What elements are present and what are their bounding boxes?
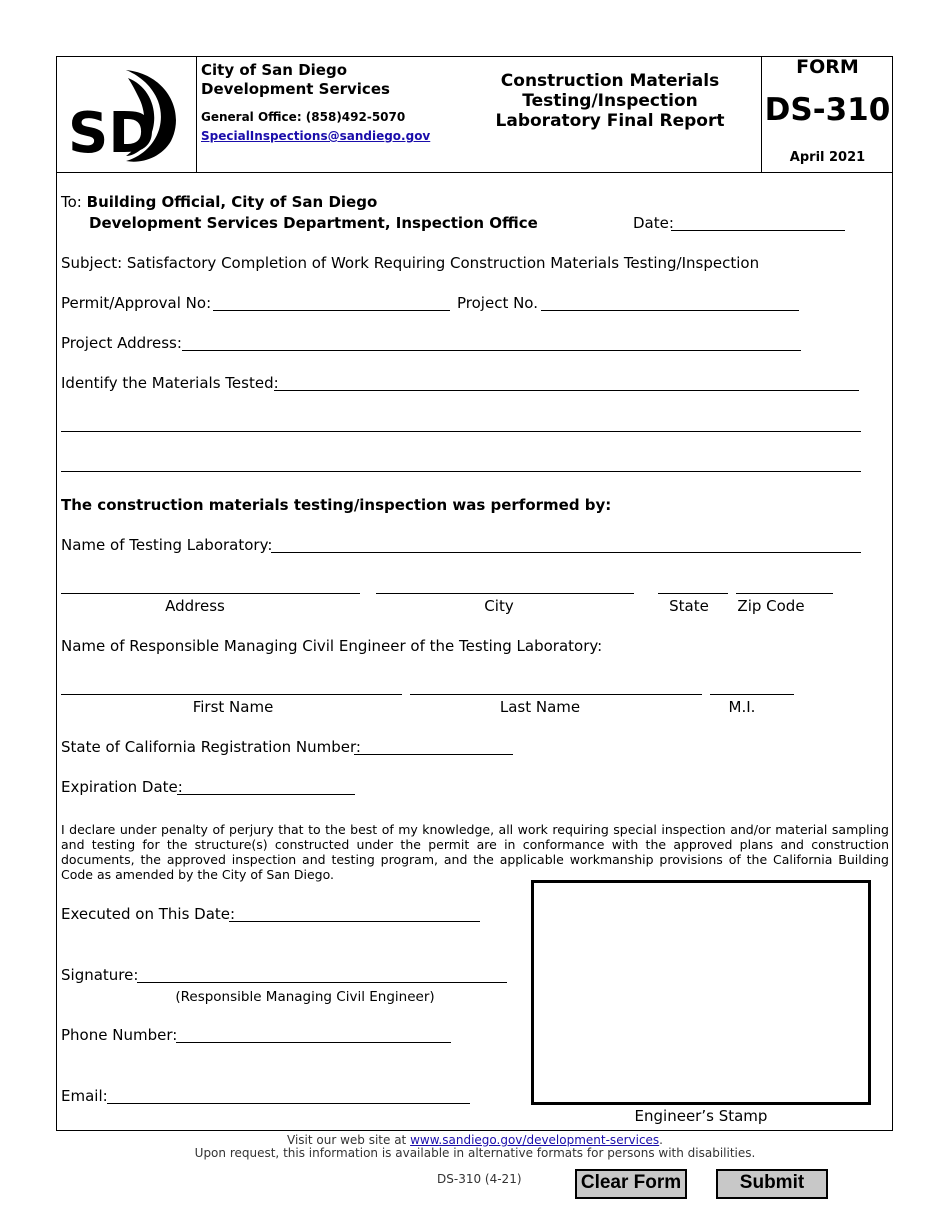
signature-caption: (Responsible Managing Civil Engineer)	[175, 989, 435, 1005]
date-field[interactable]	[671, 230, 845, 231]
permit-label: Permit/Approval No:	[61, 294, 212, 312]
sd-logo	[66, 66, 186, 164]
signature-label: Signature:	[61, 966, 139, 984]
form-label: FORM	[796, 56, 859, 78]
engineer-heading: Name of Responsible Managing Civil Engineer of the Testing Laboratory:	[61, 637, 603, 655]
address-caption: Address	[165, 597, 225, 615]
mi-field[interactable]	[710, 694, 794, 695]
email-label: Email:	[61, 1087, 108, 1105]
website-link[interactable]: www.sandiego.gov/development-services	[410, 1133, 660, 1147]
lab-name-label: Name of Testing Laboratory:	[61, 536, 273, 554]
materials-label: Identify the Materials Tested:	[61, 374, 279, 392]
state-caption: State	[669, 597, 709, 615]
form-number: DS-310	[764, 92, 891, 128]
footer-accessibility: Upon request, this information is available in alternative formats for persons with disabilities.	[194, 1146, 756, 1160]
footer-visit: Visit our web site at www.sandiego.gov/development-services.	[287, 1133, 663, 1147]
org-name: City of San Diego Development Services	[201, 61, 390, 98]
registration-label: State of California Registration Number:	[61, 738, 361, 756]
first-name-field[interactable]	[61, 694, 402, 695]
email-link[interactable]: SpecialInspections@sandiego.gov	[201, 129, 431, 143]
city-caption: City	[484, 597, 514, 615]
general-office: General Office: (858)492-5070	[201, 110, 406, 124]
materials-field-line3[interactable]	[61, 471, 861, 472]
to-line2: Development Services Department, Inspection Office	[89, 214, 538, 232]
stamp-caption: Engineer’s Stamp	[634, 1107, 768, 1125]
submit-button[interactable]: Submit	[716, 1169, 828, 1199]
project-address-label: Project Address:	[61, 334, 182, 352]
mi-caption: M.I.	[728, 698, 756, 716]
expiration-field[interactable]	[177, 794, 355, 795]
header-divider-left	[196, 56, 197, 172]
declaration-text: I declare under penalty of perjury that to the best of my knowledge, all work requiring special inspection and/or material sampling and testing for the structure(s) constructed under the permit are in conformance with the approved plans and construction documents, the approved inspection and testing program, and the applicable workmanship provisions of the California Building Code as amended by the City of San Diego.	[61, 822, 889, 882]
materials-field[interactable]	[274, 390, 859, 391]
permit-field[interactable]	[213, 310, 450, 311]
email-field[interactable]	[107, 1103, 470, 1104]
svg-text:SD: SD	[68, 101, 155, 164]
lab-address-field[interactable]	[61, 593, 360, 594]
date-label: Date:	[633, 214, 674, 232]
zip-caption: Zip Code	[737, 597, 805, 615]
expiration-label: Expiration Date:	[61, 778, 183, 796]
registration-field[interactable]	[354, 754, 513, 755]
lab-name-field[interactable]	[271, 552, 861, 553]
last-name-field[interactable]	[410, 694, 702, 695]
phone-label: Phone Number:	[61, 1026, 178, 1044]
subject-line: Subject: Satisfactory Completion of Work Requiring Construction Materials Testing/Inspection	[61, 254, 760, 272]
performed-by-heading: The construction materials testing/inspection was performed by:	[61, 496, 612, 514]
project-no-field[interactable]	[541, 310, 799, 311]
executed-date-field[interactable]	[229, 921, 480, 922]
materials-field-line2[interactable]	[61, 431, 861, 432]
executed-label: Executed on This Date:	[61, 905, 236, 923]
clear-form-button[interactable]: Clear Form	[575, 1169, 687, 1199]
signature-field[interactable]	[137, 982, 507, 983]
form-code: DS-310 (4-21)	[437, 1172, 522, 1186]
form-date: April 2021	[789, 150, 866, 165]
first-name-caption: First Name	[192, 698, 274, 716]
project-no-label: Project No.	[457, 294, 538, 312]
last-name-caption: Last Name	[499, 698, 581, 716]
project-address-field[interactable]	[182, 350, 801, 351]
lab-zip-field[interactable]	[736, 593, 833, 594]
phone-field[interactable]	[176, 1042, 451, 1043]
lab-city-field[interactable]	[376, 593, 634, 594]
header-divider	[56, 172, 893, 173]
engineer-stamp-box[interactable]	[531, 880, 871, 1105]
form-title: Construction Materials Testing/Inspection Laboratory Final Report	[495, 71, 725, 131]
to-line1: To: Building Official, City of San Diego	[61, 193, 378, 211]
lab-state-field[interactable]	[658, 593, 728, 594]
